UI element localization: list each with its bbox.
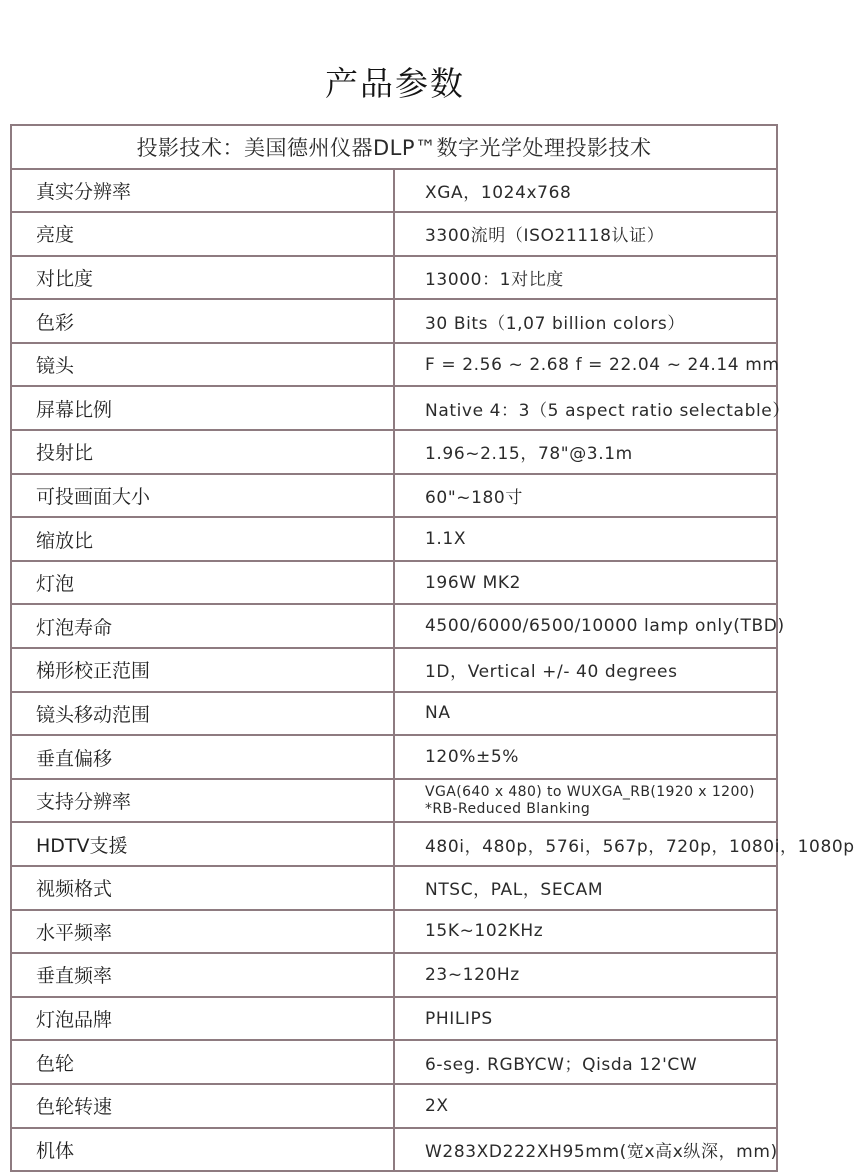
spec-value: 13000：1对比度 (394, 256, 777, 300)
spec-label: HDTV支援 (11, 822, 394, 866)
spec-label: 支持分辨率 (11, 779, 394, 823)
spec-value: 4500/6000/6500/10000 lamp only(TBD) (394, 604, 777, 648)
table-row (11, 430, 777, 474)
spec-value-line-2: *RB-Reduced Blanking (425, 800, 591, 817)
spec-value-line-1: VGA(640 x 480) to WUXGA_RB(1920 x 1200) (425, 783, 755, 800)
table-row (11, 692, 777, 736)
spec-label: 垂直频率 (11, 953, 394, 997)
spec-label: 灯泡寿命 (11, 604, 394, 648)
table-row (11, 604, 777, 648)
spec-label: 机体 (11, 1128, 394, 1172)
spec-value: 196W MK2 (394, 561, 777, 605)
spec-value: 2X (394, 1084, 777, 1128)
spec-value: 120%±5% (394, 735, 777, 779)
table-row (11, 822, 777, 866)
spec-value: 1D，Vertical +/- 40 degrees (394, 648, 777, 692)
spec-label: 视频格式 (11, 866, 394, 910)
spec-label: 可投画面大小 (11, 474, 394, 518)
spec-label: 灯泡品牌 (11, 997, 394, 1041)
spec-value: 3300流明（ISO21118认证） (394, 212, 777, 256)
table-row (11, 256, 777, 300)
projection-tech-header: 投影技术：美国德州仪器DLP™数字光学处理投影技术 (11, 125, 777, 169)
table-row (11, 1128, 777, 1172)
page-title: 产品参数 (325, 64, 465, 103)
spec-label: 亮度 (11, 212, 394, 256)
spec-label: 水平频率 (11, 910, 394, 954)
spec-label: 镜头 (11, 343, 394, 387)
spec-label: 梯形校正范围 (11, 648, 394, 692)
spec-value: 60"~180寸 (394, 474, 777, 518)
table-row (11, 997, 777, 1041)
spec-label: 真实分辨率 (11, 169, 394, 213)
table-row (11, 648, 777, 692)
spec-value: PHILIPS (394, 997, 777, 1041)
spec-label: 镜头移动范围 (11, 692, 394, 736)
table-row (11, 1040, 777, 1084)
spec-value: NA (394, 692, 777, 736)
spec-value: 23~120Hz (394, 953, 777, 997)
spec-label: 灯泡 (11, 561, 394, 605)
spec-label: 色轮 (11, 1040, 394, 1084)
spec-value: XGA，1024x768 (394, 169, 777, 213)
table-row (11, 299, 777, 343)
table-row (11, 386, 777, 430)
spec-label: 色轮转速 (11, 1084, 394, 1128)
spec-value: 480i，480p，576i，567p，720p，1080i，1080p (394, 822, 777, 866)
spec-value: NTSC，PAL，SECAM (394, 866, 777, 910)
spec-value-multiline (394, 779, 777, 823)
table-row (11, 866, 777, 910)
spec-label: 对比度 (11, 256, 394, 300)
spec-label: 色彩 (11, 299, 394, 343)
table-row (11, 1084, 777, 1128)
spec-value: 30 Bits（1,07 billion colors） (394, 299, 777, 343)
table-row (11, 474, 777, 518)
spec-label: 投射比 (11, 430, 394, 474)
spec-value: 1.96~2.15，78"@3.1m (394, 430, 777, 474)
spec-value: Native 4：3（5 aspect ratio selectable） (394, 386, 777, 430)
table-row (11, 561, 777, 605)
table-row (11, 169, 777, 213)
spec-value: 6-seg. RGBYCW；Qisda 12'CW (394, 1040, 777, 1084)
spec-table (10, 124, 855, 1172)
spec-label: 屏幕比例 (11, 386, 394, 430)
spec-label: 缩放比 (11, 517, 394, 561)
table-row (11, 735, 777, 779)
spec-label: 垂直偏移 (11, 735, 394, 779)
table-row (11, 343, 777, 387)
table-header-row (11, 125, 777, 169)
table-row (11, 212, 777, 256)
spec-value: 15K~102KHz (394, 910, 777, 954)
table-row (11, 953, 777, 997)
spec-value: 1.1X (394, 517, 777, 561)
table-row (11, 910, 777, 954)
spec-value: W283XD222XH95mm(宽x高x纵深，mm) (394, 1128, 777, 1172)
table-row (11, 517, 777, 561)
spec-value: F = 2.56 ~ 2.68 f = 22.04 ~ 24.14 mm (394, 343, 777, 387)
table-row (11, 779, 777, 823)
